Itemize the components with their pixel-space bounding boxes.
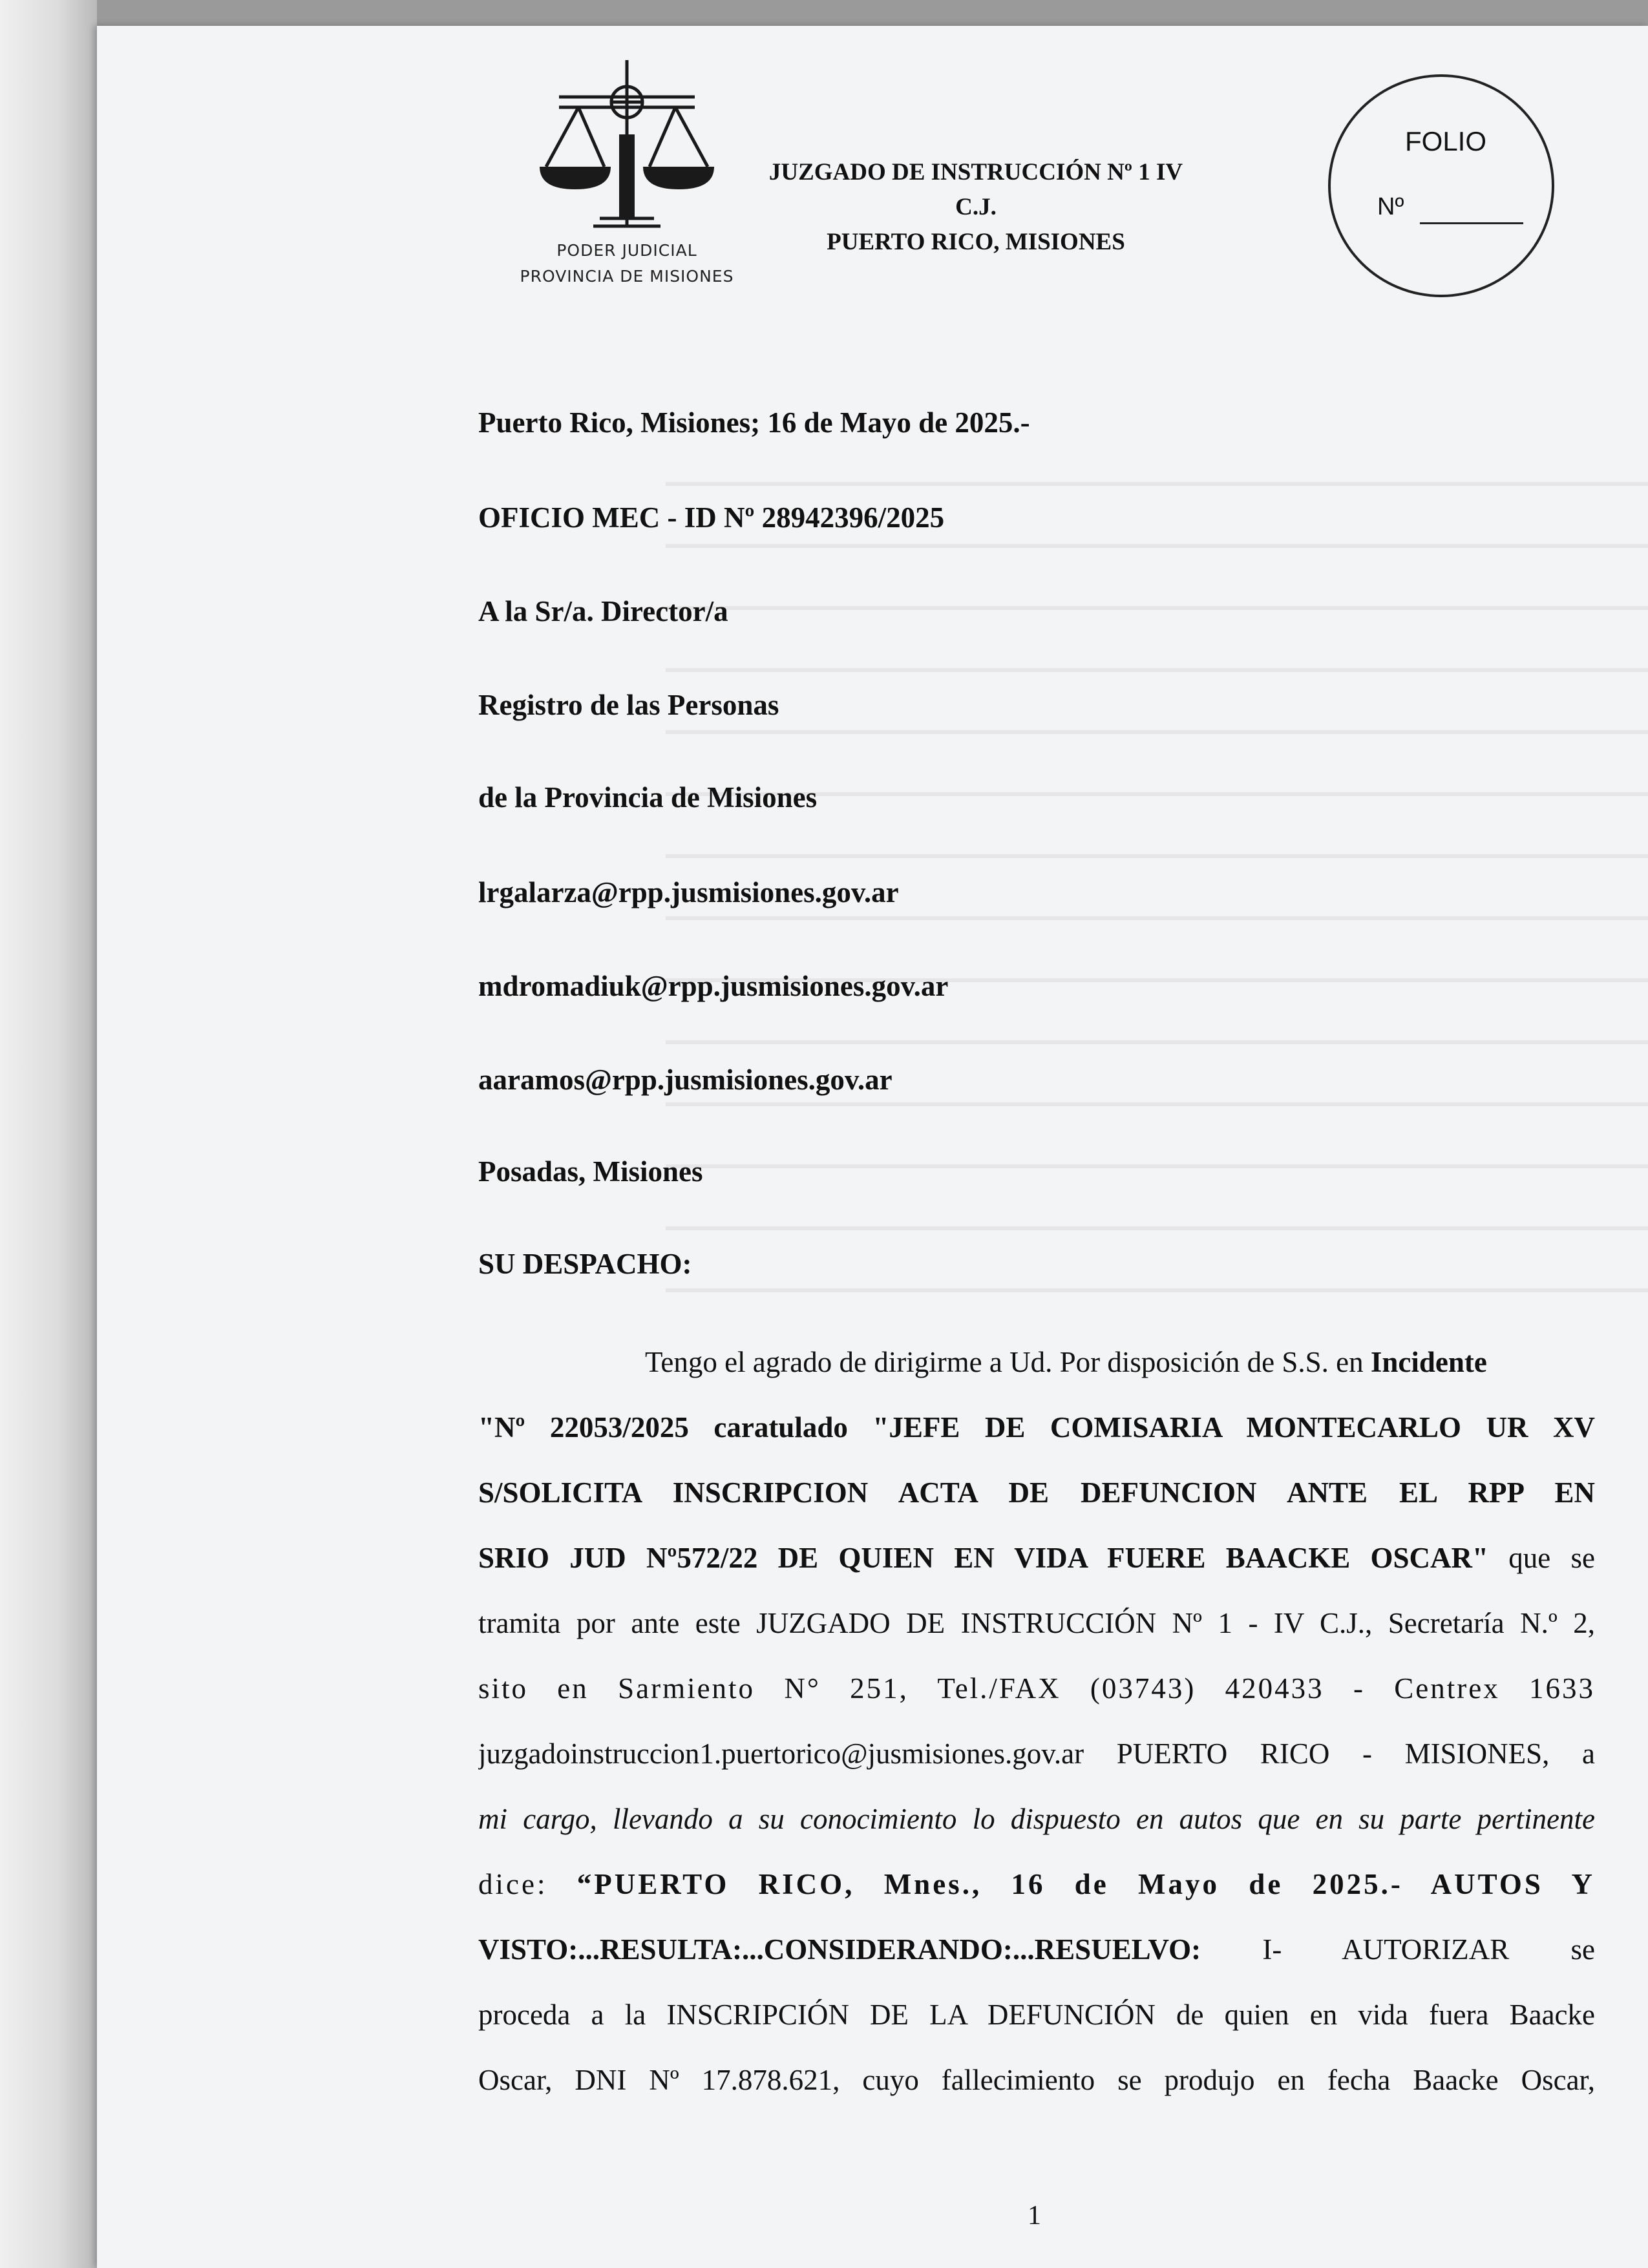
seal-caption-line2: PROVINCIA DE MISIONES bbox=[520, 267, 734, 286]
greeting: SU DESPACHO: bbox=[478, 1248, 692, 1280]
folio-label: FOLIO bbox=[1405, 126, 1487, 156]
body-line: tramita por ante este JUZGADO DE INSTRUCCIÓN Nº 1 - IV C.J., Secretaría N.º 2, bbox=[478, 1607, 1595, 1639]
body-line: "Nº 22053/2025 caratulado "JEFE DE COMISARIA MONTECARLO UR XV bbox=[478, 1411, 1595, 1444]
body-line: sito en Sarmiento N° 251, Tel./FAX (03743) 420433 - Centrex 1633 bbox=[478, 1672, 1595, 1705]
body-line: dice: “PUERTO RICO, Mnes., 16 de Mayo de 2025.- AUTOS Y bbox=[478, 1868, 1595, 1900]
scanner-margin bbox=[0, 0, 97, 2268]
oficio-id: OFICIO MEC - ID Nº 28942396/2025 bbox=[478, 501, 945, 534]
folio-number-label: Nº bbox=[1377, 193, 1404, 220]
court-header bbox=[763, 155, 1189, 260]
judicial-seal bbox=[491, 57, 763, 302]
reverse-side-bleed bbox=[666, 426, 1648, 1292]
email-address: mdromadiuk@rpp.jusmisiones.gov.ar bbox=[478, 970, 949, 1002]
body-line: SRIO JUD Nº572/22 DE QUIEN EN VIDA FUERE BAACKE OSCAR" que se bbox=[478, 1542, 1595, 1574]
folio-stamp bbox=[1328, 74, 1554, 297]
court-location: PUERTO RICO, MISIONES bbox=[827, 229, 1125, 255]
document-date: Puerto Rico, Misiones; 16 de Mayo de 2025.- bbox=[478, 406, 1030, 439]
page-number: 1 bbox=[1028, 2201, 1041, 2231]
folio-number-blank bbox=[1420, 222, 1523, 224]
body-line: Tengo el agrado de dirigirme a Ud. Por disposición de S.S. en Incidente bbox=[645, 1346, 1487, 1378]
body-line: juzgadoinstruccion1.puertorico@jusmisiones.gov.ar PUERTO RICO - MISIONES, a bbox=[478, 1738, 1595, 1770]
body-paragraph bbox=[478, 1330, 1595, 2113]
email-address: lrgalarza@rpp.jusmisiones.gov.ar bbox=[478, 876, 899, 908]
body-line: mi cargo, llevando a su conocimiento lo dispuesto en autos que en su parte pertinente bbox=[478, 1803, 1595, 1835]
body-line: S/SOLICITA INSCRIPCION ACTA DE DEFUNCION ANTE EL RPP EN bbox=[478, 1476, 1595, 1509]
registry-name: Registro de las Personas bbox=[478, 689, 779, 721]
court-name: JUZGADO DE INSTRUCCIÓN Nº 1 IV C.J. bbox=[768, 159, 1183, 220]
email-address: aaramos@rpp.jusmisiones.gov.ar bbox=[478, 1064, 893, 1096]
body-line: VISTO:...RESULTA:...CONSIDERANDO:...RESUELVO: I- AUTORIZAR se bbox=[478, 1933, 1595, 1966]
seal-caption-line1: PODER JUDICIAL bbox=[556, 241, 697, 260]
addressee: A la Sr/a. Director/a bbox=[478, 595, 728, 627]
registry-province: de la Provincia de Misiones bbox=[478, 781, 818, 814]
scales-of-justice-icon bbox=[523, 57, 730, 251]
body-line: proceda a la INSCRIPCIÓN DE LA DEFUNCIÓN de quien en vida fuera Baacke bbox=[478, 1999, 1595, 2031]
body-line: Oscar, DNI Nº 17.878.621, cuyo fallecimiento se produjo en fecha Baacke Oscar, bbox=[478, 2064, 1595, 2096]
recipient-city: Posadas, Misiones bbox=[478, 1155, 703, 1188]
